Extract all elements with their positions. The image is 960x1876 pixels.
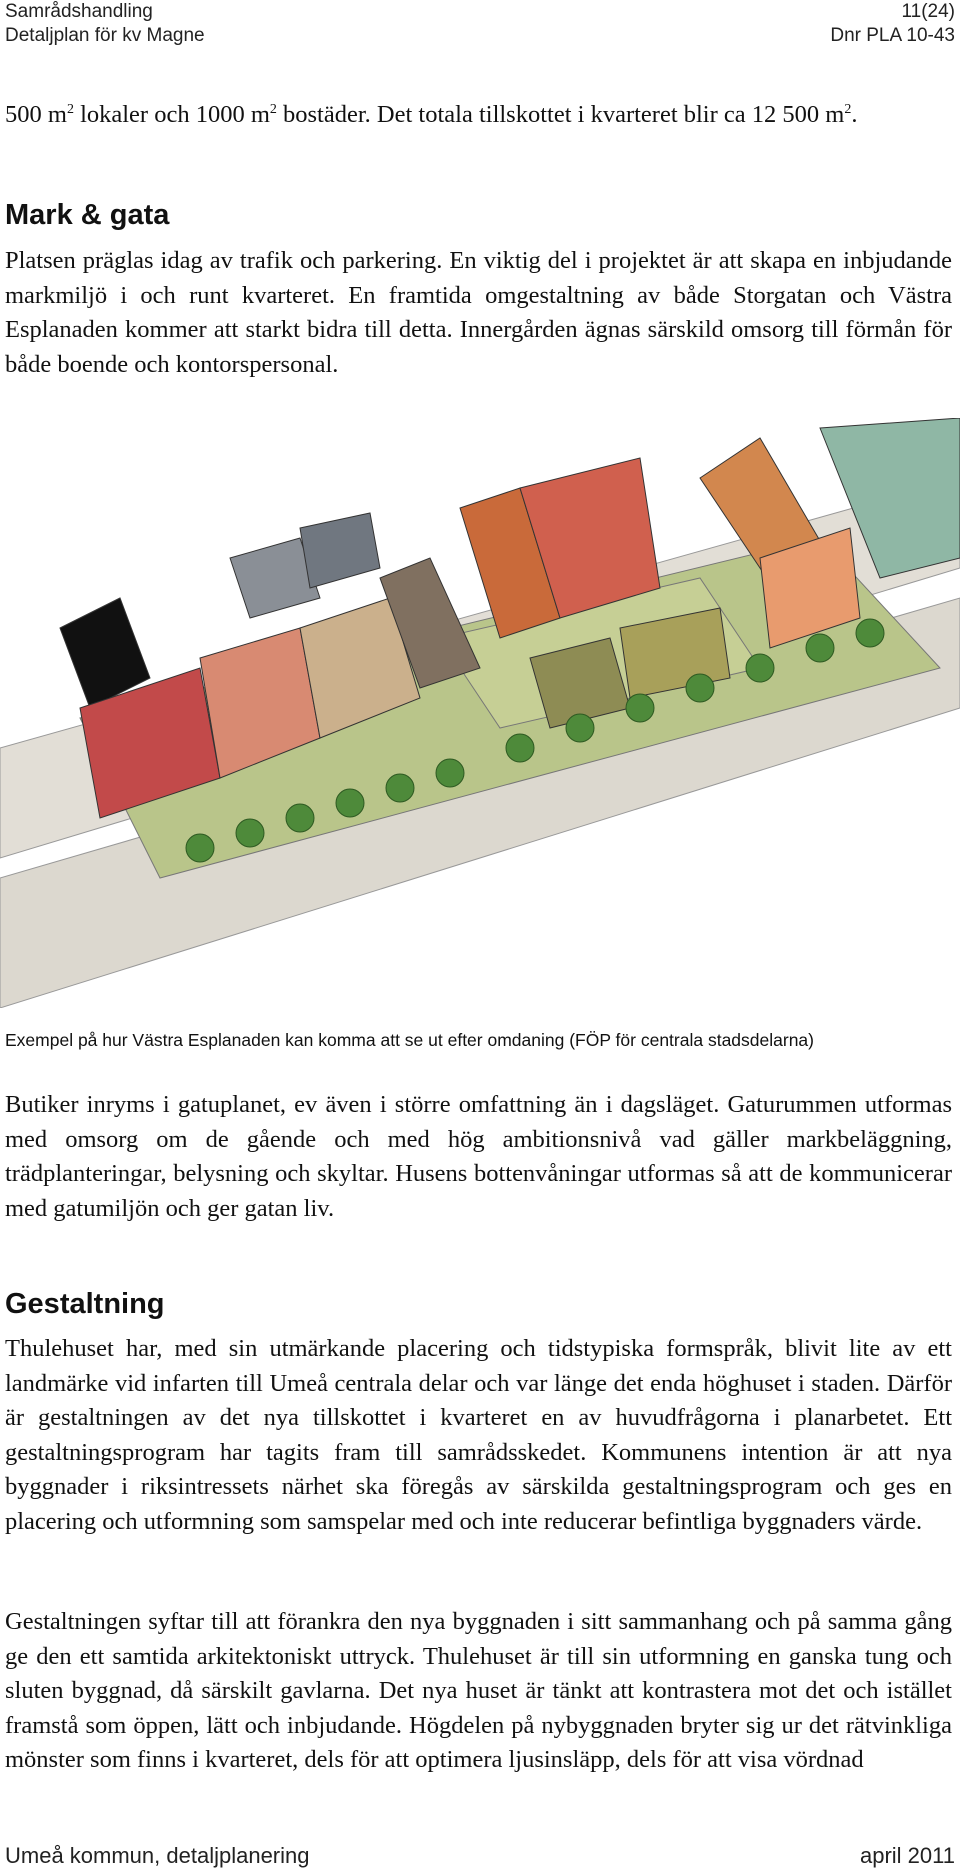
section-heading-mark: Mark & gata — [5, 199, 170, 231]
document-type: Samrådshandling — [5, 1, 153, 22]
street-illustration — [0, 418, 960, 1008]
document-title: Detaljplan för kv Magne — [5, 25, 205, 46]
intro-paragraph: 500 $m^2$ lokaler och 1000 $m^2$ bostäder. Det totala tillskottet i kvarteret blir ca 12 500 $m^2$. — [5, 101, 858, 128]
footer-date: april 2011 — [860, 1843, 955, 1868]
mark-paragraph: Platsen präglas idag av trafik och parkering. En viktig del i projektet är att skapa en inbjudande markmiljö i och runt kvarteret. En framtida omgestaltning av både Storgatan och Västra Esplanaden kommer att starkt bidra till detta. Innergården ägnas särskild omsorg till förmån för både boende och kontorspersonal. — [5, 247, 952, 378]
document-reference: Dnr PLA 10-43 — [830, 25, 955, 46]
figure-caption: Exempel på hur Västra Esplanaden kan komma att se ut efter omdaning (FÖP för centrala stadsdelarna) — [5, 1030, 814, 1050]
page-header — [5, 0, 955, 48]
footer-organization: Umeå kommun, detaljplanering — [5, 1843, 310, 1868]
butiker-paragraph: Butiker inryms i gatuplanet, ev även i större omfattning än i dagsläget. Gaturummen utformas med omsorg om de gående och med hög ambitionsnivå vad gäller markbeläggning, trädplanteringar, belysning och skyltar. Husens bottenvåningar utformas så att de kommunicerar med gatumiljön och ger gatan liv. — [5, 1091, 952, 1222]
gestaltning-paragraph-1: Thulehuset har, med sin utmärkande placering och tidstypiska formspråk, blivit lite av ett landmärke vid infarten till Umeå centrala delar och var länge det enda höghuset i staden. Därför är gestaltningen av det nya tillskottet i kvarteret en av huvudfrågorna i planarbetet. Ett gestaltningsprogram har tagits fram till samrådsskedet. Kommunens intention är att nya byggnader i riksintressets närhet ska föregås av särskilda gestaltningsprogram och ges en placering och utformning som samspelar med och inte reducerar befintliga byggnaders värde. — [5, 1335, 952, 1535]
page-footer — [5, 1844, 955, 1868]
gestaltning-paragraph-2: Gestaltningen syftar till att förankra den nya byggnaden i sitt sammanhang och på samma gång ge den ett samtida arkitektoniskt uttryck. Thulehuset är till sin utformning en ganska tung och sluten byggnad, då särskilt gavlarna. Det nya huset är tänkt att kontrastera mot det och istället framstå som öppen, lätt och inbjudande. Högdelen på nybyggnaden bryter sig ur det rätvinkliga mönster som finns i kvarteret, dels för att optimera ljusinsläpp, dels för att visa vördnad — [5, 1608, 952, 1773]
section-heading-gestaltning: Gestaltning — [5, 1288, 165, 1320]
page-number: 11(24) — [901, 1, 955, 22]
